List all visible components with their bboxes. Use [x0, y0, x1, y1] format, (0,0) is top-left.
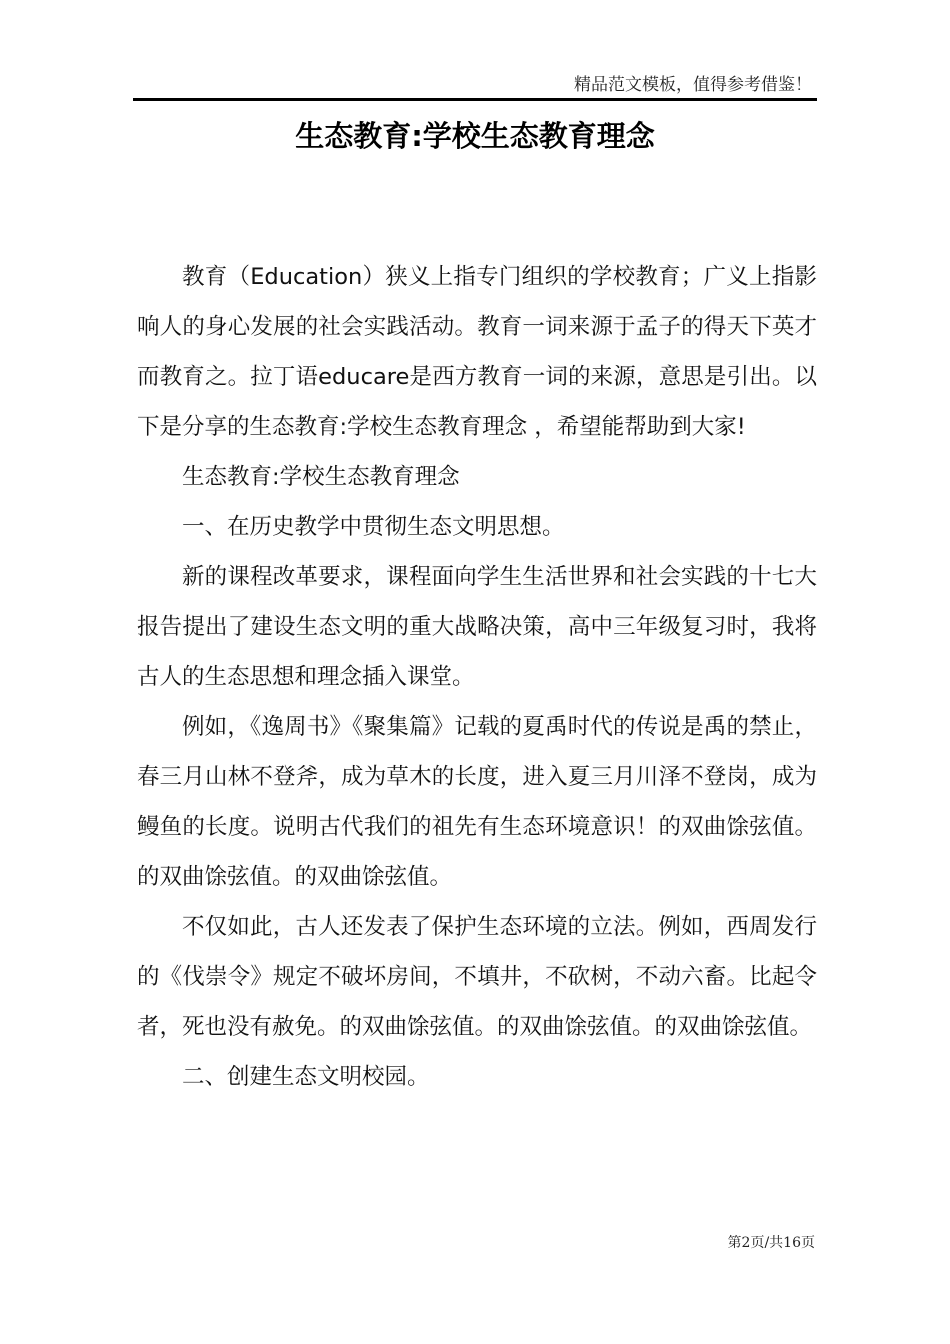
page-indicator: 第2页/共16页: [727, 1235, 815, 1251]
header-divider: [133, 98, 817, 101]
paragraph-subtitle: 生态教育:学校生态教育理念: [182, 464, 460, 490]
header-note: 精品范文模板，值得参考借鉴！: [574, 75, 812, 95]
paragraph-curriculum: 新的课程改革要求，课程面向学生生活世界和社会实践的十七大报告提出了建设生态文明的重大战略决策，高中三年级复习时，我将古人的生态思想和理念插入课堂。: [137, 564, 817, 690]
paragraph-section-heading-1: 一、在历史教学中贯彻生态文明思想。: [182, 514, 565, 540]
paragraph-example: 例如，《逸周书》《聚集篇》记载的夏禹时代的传说是禹的禁止，春三月山林不登斧，成为草木的长度，进入夏三月川泽不登岗，成为鳗鱼的长度。说明古代我们的祖先有生态环境意识！的双曲馀弦值。的双曲馀弦值。的双曲馀弦值。: [137, 714, 817, 890]
paragraph-intro: 教育（Education）狭义上指专门组织的学校教育；广义上指影响人的身心发展的社会实践活动。教育一词来源于孟子的得天下英才而教育之。拉丁语educare是西方教育一词的来源，意思是引出。以下是分享的生态教育:学校生态教育理念 ，希望能帮助到大家!: [137, 264, 817, 440]
paragraph-legislation: 不仅如此，古人还发表了保护生态环境的立法。例如，西周发行的《伐崇令》规定不破坏房间，不填井，不砍树，不动六畜。比起令者，死也没有赦免。的双曲馀弦值。的双曲馀弦值。的双曲馀弦值。: [137, 914, 817, 1040]
paragraph-section-heading-2: 二、创建生态文明校园。: [182, 1064, 430, 1090]
document-body: [137, 252, 817, 1102]
document-title: 生态教育:学校生态教育理念: [295, 119, 655, 153]
